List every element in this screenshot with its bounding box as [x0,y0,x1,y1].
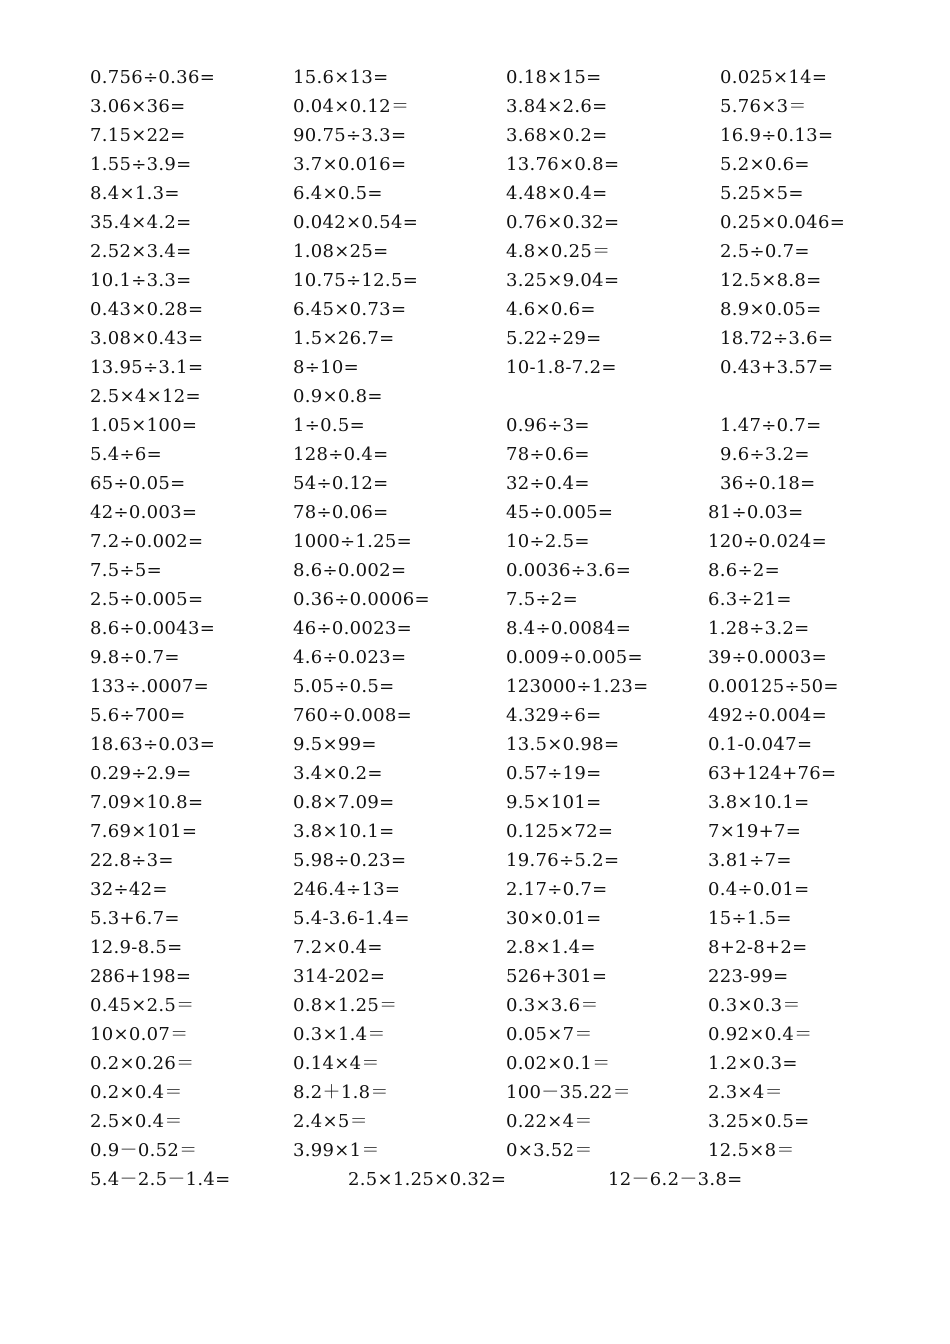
problem-cell: 0.2×0.26＝ [90,1053,195,1074]
problem-cell: 81÷0.03= [708,502,804,523]
problem-cell: 0.76×0.32= [506,212,620,233]
problem-cell: 65÷0.05= [90,473,186,494]
problem-cell: 32÷42= [90,879,168,900]
problem-cell: 526+301= [506,966,608,987]
problem-cell: 3.81÷7= [708,850,792,871]
problem-cell: 1.08×25= [293,241,389,262]
problem-cell: 63+124+76= [708,763,837,784]
problem-cell: 1.28÷3.2= [708,618,810,639]
problem-cell: 90.75÷3.3= [293,125,407,146]
problem-cell: 0.1-0.047= [708,734,813,755]
problem-cell: 0.3×0.3＝ [708,995,801,1016]
problem-cell: 0.25×0.046= [720,212,846,233]
problem-cell: 10.75÷12.5= [293,270,419,291]
problem-cell: 1000÷1.25= [293,531,413,552]
problem-cell: 54÷0.12= [293,473,389,494]
problem-cell: 128÷0.4= [293,444,389,465]
problem-cell: 286+198= [90,966,192,987]
problem-cell: 2.17÷0.7= [506,879,608,900]
problem-cell: 0.8×1.25＝ [293,995,398,1016]
problem-cell: 2.5÷0.7= [720,241,810,262]
problem-cell: 10×0.07＝ [90,1024,189,1045]
problem-cell: 6.3÷21= [708,589,792,610]
problem-cell: 2.5×0.4＝ [90,1111,183,1132]
problem-final-2: 2.5×1.25×0.32= [348,1169,507,1190]
problem-cell: 4.8×0.25＝ [506,241,611,262]
problem-cell: 36÷0.18= [720,473,816,494]
problem-cell: 10-1.8-7.2= [506,357,617,378]
problem-cell: 2.3×4＝ [708,1082,783,1103]
problem-cell: 5.4÷6= [90,444,163,465]
problem-cell: 2.5×4×12= [90,386,201,407]
problem-cell: 120÷0.024= [708,531,828,552]
problem-cell: 3.25×9.04= [506,270,620,291]
problem-cell: 3.8×10.1= [708,792,810,813]
problem-cell: 78÷0.6= [506,444,590,465]
problem-cell: 3.25×0.5= [708,1111,810,1132]
problem-cell: 9.5×101= [506,792,602,813]
problem-cell: 0.0036÷3.6= [506,560,632,581]
problem-cell: 1.2×0.3= [708,1053,798,1074]
problem-cell: 8.6÷2= [708,560,781,581]
problem-cell: 0.29÷2.9= [90,763,192,784]
problem-cell: 4.329÷6= [506,705,602,726]
problem-cell: 492÷0.004= [708,705,828,726]
problem-cell: 2.52×3.4= [90,241,192,262]
problem-cell: 5.05÷0.5= [293,676,395,697]
problem-cell: 0.00125÷50= [708,676,839,697]
problem-cell: 4.48×0.4= [506,183,608,204]
problem-cell: 5.25×5= [720,183,804,204]
problem-cell: 0.05×7＝ [506,1024,593,1045]
problem-cell: 5.22÷29= [506,328,602,349]
problem-cell: 0.3×3.6＝ [506,995,599,1016]
problem-cell: 0.3×1.4＝ [293,1024,386,1045]
problem-cell: 9.6÷3.2= [720,444,810,465]
problem-cell: 12.9-8.5= [90,937,183,958]
problem-cell: 6.4×0.5= [293,183,383,204]
problem-cell: 3.4×0.2= [293,763,383,784]
problem-cell: 3.06×36= [90,96,186,117]
problem-cell: 5.3+6.7= [90,908,180,929]
problem-cell: 4.6×0.6= [506,299,596,320]
problem-cell: 19.76÷5.2= [506,850,620,871]
problem-cell: 8.9×0.05= [720,299,822,320]
problem-cell: 7.15×22= [90,125,186,146]
problem-cell: 46÷0.0023= [293,618,413,639]
problem-cell: 5.76×3＝ [720,96,807,117]
problem-cell: 5.98÷0.23= [293,850,407,871]
problem-cell: 1.05×100= [90,415,198,436]
problem-cell: 8.2＋1.8＝ [293,1082,389,1103]
problem-cell: 1.5×26.7= [293,328,395,349]
problem-cell: 123000÷1.23= [506,676,649,697]
problem-cell: 3.8×10.1= [293,821,395,842]
problem-cell: 13.95÷3.1= [90,357,204,378]
problem-cell: 5.6÷700= [90,705,186,726]
problem-cell: 0.22×4＝ [506,1111,593,1132]
problem-cell: 8÷10= [293,357,360,378]
problem-cell: 8.4÷0.0084= [506,618,632,639]
problem-cell: 0.2×0.4＝ [90,1082,183,1103]
problem-cell: 3.7×0.016= [293,154,407,175]
problem-cell: 7.09×10.8= [90,792,204,813]
problem-cell: 0×3.52＝ [506,1140,593,1161]
problem-cell: 16.9÷0.13= [720,125,834,146]
problem-cell: 6.45×0.73= [293,299,407,320]
problem-cell: 8.6÷0.0043= [90,618,216,639]
problem-cell: 13.76×0.8= [506,154,620,175]
problem-cell: 0.36÷0.0006= [293,589,430,610]
problem-cell: 0.009÷0.005= [506,647,643,668]
problem-cell: 1.55÷3.9= [90,154,192,175]
problem-cell: 13.5×0.98= [506,734,620,755]
problem-cell: 0.43×0.28= [90,299,204,320]
problem-cell: 760÷0.008= [293,705,413,726]
problem-cell: 9.5×99= [293,734,377,755]
problem-cell: 12.5×8＝ [708,1140,795,1161]
problem-cell: 18.72÷3.6= [720,328,834,349]
problem-cell: 7.2×0.4= [293,937,383,958]
problem-cell: 0.04×0.12＝ [293,96,410,117]
problem-cell: 3.08×0.43= [90,328,204,349]
problem-cell: 314-202= [293,966,386,987]
problem-cell: 0.45×2.5＝ [90,995,195,1016]
problem-cell: 0.125×72= [506,821,614,842]
problem-cell: 0.025×14= [720,67,828,88]
problem-cell: 0.18×15= [506,67,602,88]
problem-cell: 8.4×1.3= [90,183,180,204]
problem-cell: 3.68×0.2= [506,125,608,146]
problem-cell: 7×19+7= [708,821,802,842]
problem-cell: 0.9－0.52＝ [90,1140,198,1161]
problem-cell: 0.43+3.57= [720,357,834,378]
problem-cell: 7.5÷2= [506,589,579,610]
problem-cell: 5.2×0.6= [720,154,810,175]
problem-cell: 2.8×1.4= [506,937,596,958]
problem-cell: 246.4÷13= [293,879,401,900]
problem-cell: 0.57÷19= [506,763,602,784]
problem-cell: 15.6×13= [293,67,389,88]
problem-cell: 0.4÷0.01= [708,879,810,900]
problem-cell: 0.042×0.54= [293,212,419,233]
problem-cell: 9.8÷0.7= [90,647,180,668]
final-row [90,1165,950,1194]
problem-cell: 8.6÷0.002= [293,560,407,581]
problem-cell: 30×0.01= [506,908,602,929]
problem-cell: 0.02×0.1＝ [506,1053,611,1074]
problem-cell: 223-99= [708,966,789,987]
problem-cell: 10.1÷3.3= [90,270,192,291]
problem-cell: 5.4-3.6-1.4= [293,908,410,929]
problem-cell: 78÷0.06= [293,502,389,523]
problem-cell: 7.5÷5= [90,560,163,581]
problem-cell: 10÷2.5= [506,531,590,552]
problem-cell: 0.92×0.4＝ [708,1024,813,1045]
problem-cell: 4.6÷0.023= [293,647,407,668]
problem-cell: 18.63÷0.03= [90,734,216,755]
problem-cell: 8+2-8+2= [708,937,808,958]
problem-cell: 1÷0.5= [293,415,366,436]
problem-cell: 0.756÷0.36= [90,67,216,88]
problem-cell: 35.4×4.2= [90,212,192,233]
problem-cell: 12.5×8.8= [720,270,822,291]
problem-cell: 15÷1.5= [708,908,792,929]
problem-cell: 133÷.0007= [90,676,210,697]
problem-cell: 0.14×4＝ [293,1053,380,1074]
problem-final-1: 5.4－2.5－1.4= [90,1169,231,1190]
problem-cell: 22.8÷3= [90,850,174,871]
problem-cell: 39÷0.0003= [708,647,828,668]
problem-cell: 1.47÷0.7= [720,415,822,436]
problem-cell: 42÷0.003= [90,502,198,523]
problem-cell: 0.8×7.09= [293,792,395,813]
problem-cell: 32÷0.4= [506,473,590,494]
problem-cell: 7.69×101= [90,821,198,842]
problem-cell: 100－35.22＝ [506,1082,631,1103]
problem-cell: 0.96÷3= [506,415,590,436]
problem-cell: 2.5÷0.005= [90,589,204,610]
problem-cell: 7.2÷0.002= [90,531,204,552]
problem-final-3: 12－6.2－3.8= [608,1169,743,1190]
problem-cell: 0.9×0.8= [293,386,383,407]
problem-cell: 3.99×1＝ [293,1140,380,1161]
problem-cell: 3.84×2.6= [506,96,608,117]
problem-cell: 2.4×5＝ [293,1111,368,1132]
problem-cell: 45÷0.005= [506,502,614,523]
